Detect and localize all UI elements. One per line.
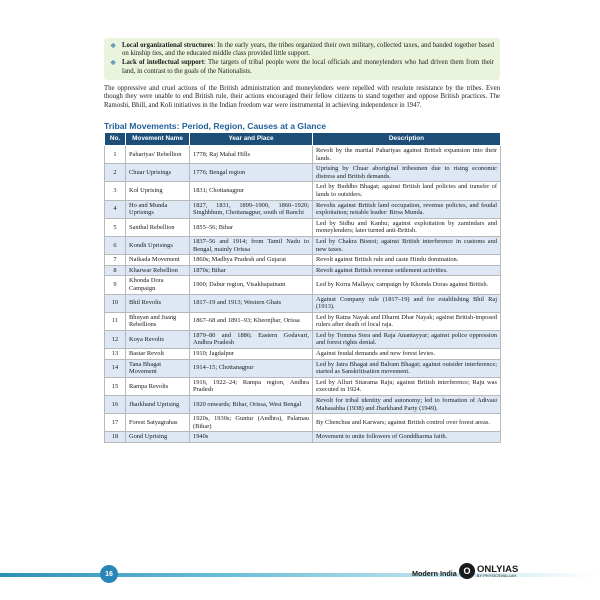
movement-name: Gond Uprising	[126, 432, 190, 443]
page-footer	[0, 560, 600, 596]
diamond-bullet-icon: ❖	[110, 42, 117, 50]
year-and-place: 1916, 1922–24; Rampa region, Andhra Pradesh	[190, 377, 313, 395]
year-and-place: 1910; Jagdalpur	[190, 349, 313, 360]
year-and-place: 1837–56 and 1914; from Tamil Nadu to Bengal, mainly Orissa	[190, 236, 313, 254]
year-and-place: 1920s, 1930s; Guntur (Andhra), Palamau (Bihar)	[190, 414, 313, 432]
row-number: 11	[105, 312, 126, 330]
year-and-place: 1855–56; Bihar	[190, 218, 313, 236]
year-and-place: 1914–15; Chottanagpur	[190, 359, 313, 377]
year-and-place: 1831; Chottanagpur	[190, 182, 313, 200]
table-row	[105, 312, 501, 330]
movement-name: Rampa Revolts	[126, 377, 190, 395]
table-row	[105, 414, 501, 432]
year-and-place: 1870s; Bihar	[190, 265, 313, 276]
movement-name: Naikada Movement	[126, 255, 190, 266]
year-and-place: 1867–68 and 1891–93; Kheonjhar, Orissa	[190, 312, 313, 330]
row-number: 7	[105, 255, 126, 266]
description: Revolt for tribal identity and autonomy; led to formation of Adivasi Mahasabha (1938) and Jharkhand Party (1949).	[313, 396, 501, 414]
info-box	[104, 38, 500, 80]
logo-mark-icon: O	[459, 563, 475, 579]
description: Against feudal demands and new forest levies.	[313, 349, 501, 360]
movement-name: Bastar Revolt	[126, 349, 190, 360]
row-number: 10	[105, 294, 126, 312]
movement-name: Pahariyas' Rebellion	[126, 146, 190, 164]
row-number: 12	[105, 330, 126, 348]
movement-name: Tana Bhagat Movement	[126, 359, 190, 377]
table-row	[105, 359, 501, 377]
description: Revolts against British land occupation, revenue policies, and feudal exploitation; notable leader: Birsa Munda.	[313, 200, 501, 218]
logo-text: ONLYIAS	[477, 563, 519, 575]
bullet-text: : In the early years, the tribes organized their own military, collected taxes, and banded together based on kinship ties, and the educated middle class provided little support.	[122, 42, 494, 58]
table-row	[105, 432, 501, 443]
section-title: Tribal Movements: Period, Region, Causes at a Glance	[104, 121, 327, 131]
description: Uprising by Chuar aboriginal tribesmen due to rising economic distress and British demands.	[313, 164, 501, 182]
row-number: 1	[105, 146, 126, 164]
movement-name: Santhal Rebellion	[126, 218, 190, 236]
description: Revolt against British revenue settlement activities.	[313, 265, 501, 276]
movement-name: Jharkhand Uprising	[126, 396, 190, 414]
table-row	[105, 200, 501, 218]
table-row	[105, 236, 501, 254]
publisher-title: Modern India	[412, 569, 457, 578]
logo-subtext: BY PHYSICSWALLAH	[477, 573, 517, 578]
header-description: Description	[313, 133, 501, 146]
movement-name: Kharwar Rebellion	[126, 265, 190, 276]
year-and-place: 1920 onwards; Bihar, Orissa, West Bengal	[190, 396, 313, 414]
movement-name: Chuar Uprisings	[126, 164, 190, 182]
page-number: 16	[100, 565, 118, 583]
description: Led by Sidhu and Kanhu; against exploitation by zamindars and moneylenders; later turned anti-British.	[313, 218, 501, 236]
movement-name: Bhuyan and Juang Rebellions	[126, 312, 190, 330]
table-row	[105, 330, 501, 348]
row-number: 18	[105, 432, 126, 443]
brand-logo	[459, 563, 518, 579]
row-number: 5	[105, 218, 126, 236]
table-row	[105, 265, 501, 276]
description: Led by Buddho Bhagat; against British land policies and transfer of lands to outsiders.	[313, 182, 501, 200]
table-row	[105, 349, 501, 360]
description: Revolt against British rule and caste Hindu domination.	[313, 255, 501, 266]
movement-name: Khonda Dora Campaign	[126, 276, 190, 294]
row-number: 15	[105, 377, 126, 395]
row-number: 2	[105, 164, 126, 182]
description: Revolt by the martial Pahariyas against British expansion into their lands.	[313, 146, 501, 164]
table-row	[105, 182, 501, 200]
tribal-movements-table	[104, 132, 501, 443]
movement-name: Forest Satyagrahas	[126, 414, 190, 432]
table-row	[105, 146, 501, 164]
year-and-place: 1827, 1831, 1899–1900, 1860–1920; Singhbhum, Chottanagpur, south of Ranchi	[190, 200, 313, 218]
table-row	[105, 294, 501, 312]
description: Led by Alluri Sitarama Raju; against British interference; Raju was executed in 1924.	[313, 377, 501, 395]
year-and-place: 1778; Raj Mahal Hills	[190, 146, 313, 164]
movement-name: Bhil Revolts	[126, 294, 190, 312]
info-bullet	[110, 42, 494, 58]
movement-name: Kol Uprising	[126, 182, 190, 200]
year-and-place: 1860s; Madhya Pradesh and Gujarat	[190, 255, 313, 266]
row-number: 4	[105, 200, 126, 218]
row-number: 6	[105, 236, 126, 254]
header-year-place: Year and Place	[190, 133, 313, 146]
row-number: 13	[105, 349, 126, 360]
bullet-text: : The targets of tribal people were the local officials and moneylenders who had driven them from their land, in contrast to the goals of the Nationalists.	[122, 59, 494, 75]
description: Led by Korra Mallaya; campaign by Khonda Doras against British.	[313, 276, 501, 294]
bullet-title: Lack of intellectual support	[122, 59, 204, 67]
description: Led by Jatra Bhagat and Balram Bhagat; against outsider interference; started as Sanskritisation movement.	[313, 359, 501, 377]
row-number: 9	[105, 276, 126, 294]
movement-name: Koya Revolts	[126, 330, 190, 348]
description: Against Company rule (1817–19) and for establishing Bhil Raj (1913).	[313, 294, 501, 312]
year-and-place: 1817–19 and 1913; Western Ghats	[190, 294, 313, 312]
info-bullet	[110, 59, 494, 75]
header-movement-name: Movement Name	[126, 133, 190, 146]
movement-name: Kondh Uprisings	[126, 236, 190, 254]
table-row	[105, 164, 501, 182]
year-and-place: 1879–80 and 1886; Eastern Godavari, Andhra Pradesh	[190, 330, 313, 348]
bullet-title: Local organizational structures	[122, 42, 214, 49]
description: Movement to unite followers of Gonddharma faith.	[313, 432, 501, 443]
diamond-bullet-icon: ❖	[110, 59, 117, 68]
description: Led by Tomma Sora and Raja Anantayyar; against police oppression and forest rights denial.	[313, 330, 501, 348]
year-and-place: 1776; Bengal region	[190, 164, 313, 182]
year-and-place: 1900; Dabur region, Visakhapatnam	[190, 276, 313, 294]
row-number: 14	[105, 359, 126, 377]
table-row	[105, 396, 501, 414]
table-row	[105, 377, 501, 395]
table-row	[105, 255, 501, 266]
year-and-place: 1940s	[190, 432, 313, 443]
header-no: No.	[105, 133, 126, 146]
row-number: 16	[105, 396, 126, 414]
table-row	[105, 276, 501, 294]
description: Led by Ratna Nayak and Dharni Dhar Nayak; against British-imposed rulers after death of local raja.	[313, 312, 501, 330]
description: By Chenchus and Karwars; against British control over forest areas.	[313, 414, 501, 432]
description: Led by Chakra Bisnoi; against British interference in customs and new taxes.	[313, 236, 501, 254]
row-number: 8	[105, 265, 126, 276]
row-number: 17	[105, 414, 126, 432]
table-header-row	[105, 133, 501, 146]
row-number: 3	[105, 182, 126, 200]
table-body	[105, 146, 501, 443]
intro-paragraph: The oppressive and cruel actions of the British administration and moneylenders were repelled with resolute resistance by the tribes. Even though they were unable to end British rule, their actions encouraged their fellow citizens to stand together and oppose British practices. The Ramoshi, Bhill, and Koli initiatives in the Indian freedom war were instrumental in achieving independence in 1947.	[104, 85, 500, 109]
movement-name: Ho and Munda Uprisings	[126, 200, 190, 218]
table-row	[105, 218, 501, 236]
